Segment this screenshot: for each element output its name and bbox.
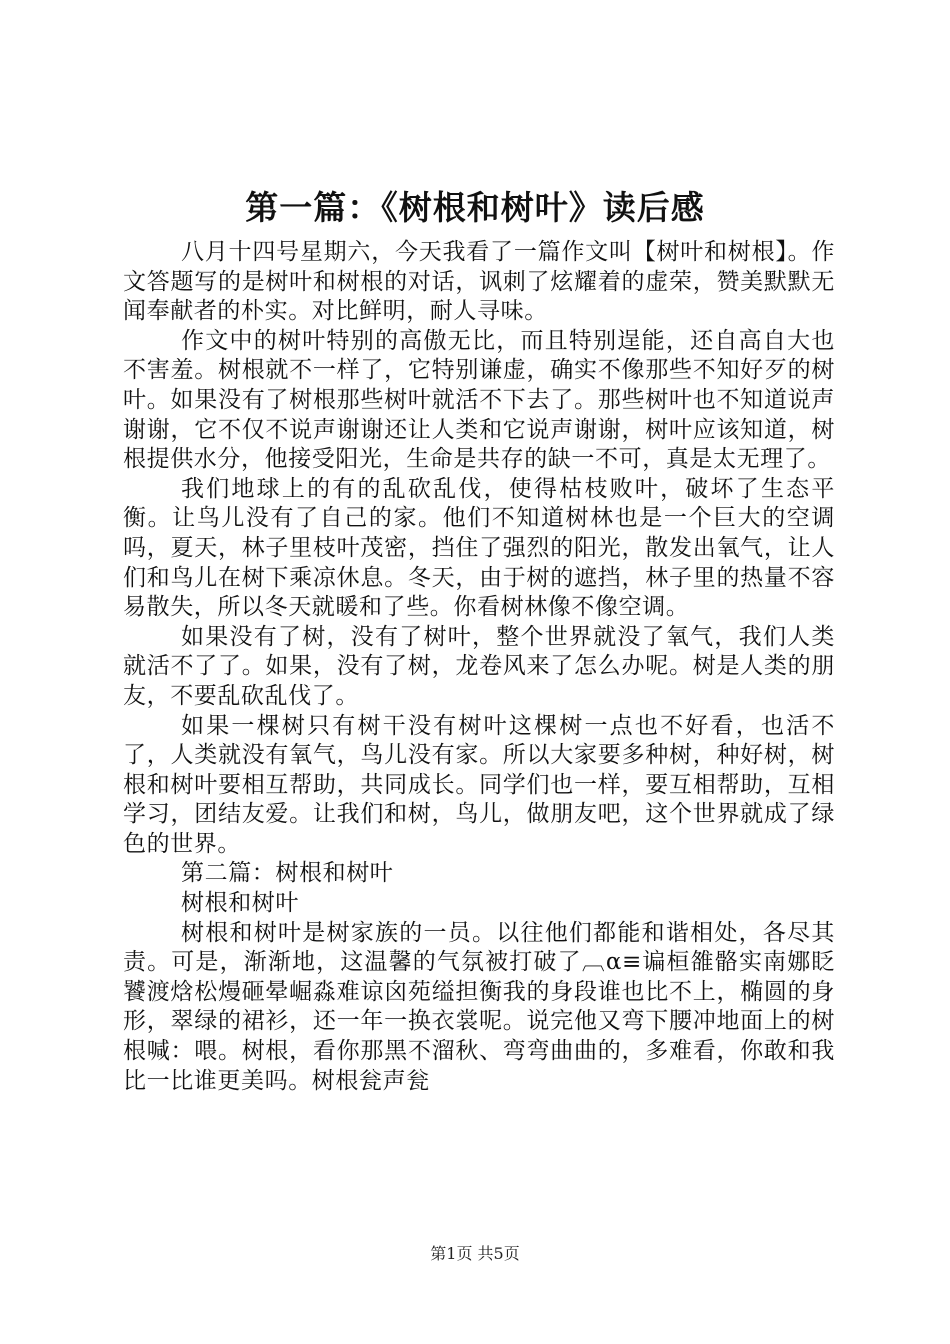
- page-title: 第一篇：《树根和树叶》读后感: [245, 188, 705, 227]
- section-2-subtitle: 树根和树叶: [181, 890, 299, 917]
- paragraph-1: 八月十四号星期六，今天我看了一篇作文叫【树叶和树根】。作文答题写的是树叶和树根的对话，讽刺了炫耀着的虚荣，赞美默默无闻奉献者的朴实。对比鲜明，耐人寻味。: [123, 239, 835, 325]
- paragraph-3: 我们地球上的有的乱砍乱伐，使得枯枝败叶，破坏了生态平衡。让鸟儿没有了自己的家。他们不知道树林也是一个巨大的空调吗，夏天，林子里枝叶茂密，挡住了强烈的阳光，散发出氧气，让人们和鸟儿在树下乘凉休息。冬天，由于树的遮挡，林子里的热量不容易散失，所以冬天就暖和了些。你看树林像不像空调。: [123, 475, 835, 621]
- paragraph-2: 作文中的树叶特别的高傲无比，而且特别逞能，还自高自大也不害羞。树根就不一样了，它特别谦虚，确实不像那些不知好歹的树叶。如果没有了树根那些树叶就活不下去了。那些树叶也不知道说声谢谢，它不仅不说声谢谢还让人类和它说声谢谢，树叶应该知道，树根提供水分，他接受阳光，生命是共存的缺一不可，真是太无理了。: [123, 327, 835, 473]
- section-2-paragraph: 树根和树叶是树家族的一员。以往他们都能和谐相处，各尽其责。可是，渐渐地，这温馨的气氛被打破了︹α≡谝桓雒骼实南娜眨饕渡焓松熳砸晕崛淼难谅囟苑缢担衡我的身段谁也比不上，椭圆的身形，翠绿的裙衫，还一年一换衣裳呢。说完他又弯下腰冲地面上的树根喊：喂。树根，看你那黑不溜秋、弯弯曲曲的，多难看，你敢和我比一比谁更美吗。树根瓮声瓮: [123, 919, 835, 1094]
- paragraph-5: 如果一棵树只有树干没有树叶这棵树一点也不好看，也活不了，人类就没有氧气，鸟儿没有家。所以大家要多种树，种好树，树根和树叶要相互帮助，共同成长。同学们也一样，要互相帮助，互相学习，团结友爱。让我们和树，鸟儿，做朋友吧，这个世界就成了绿色的世界。: [123, 712, 835, 857]
- document-body: [123, 238, 835, 1096]
- page-footer: 第1页 共5页: [430, 1244, 520, 1263]
- section-2-heading: 第二篇：树根和树叶: [181, 860, 394, 887]
- paragraph-4: 如果没有了树，没有了树叶，整个世界就没了氧气，我们人类就活不了了。如果，没有了树，龙卷风来了怎么办呢。树是人类的朋友，不要乱砍乱伐了。: [123, 623, 835, 709]
